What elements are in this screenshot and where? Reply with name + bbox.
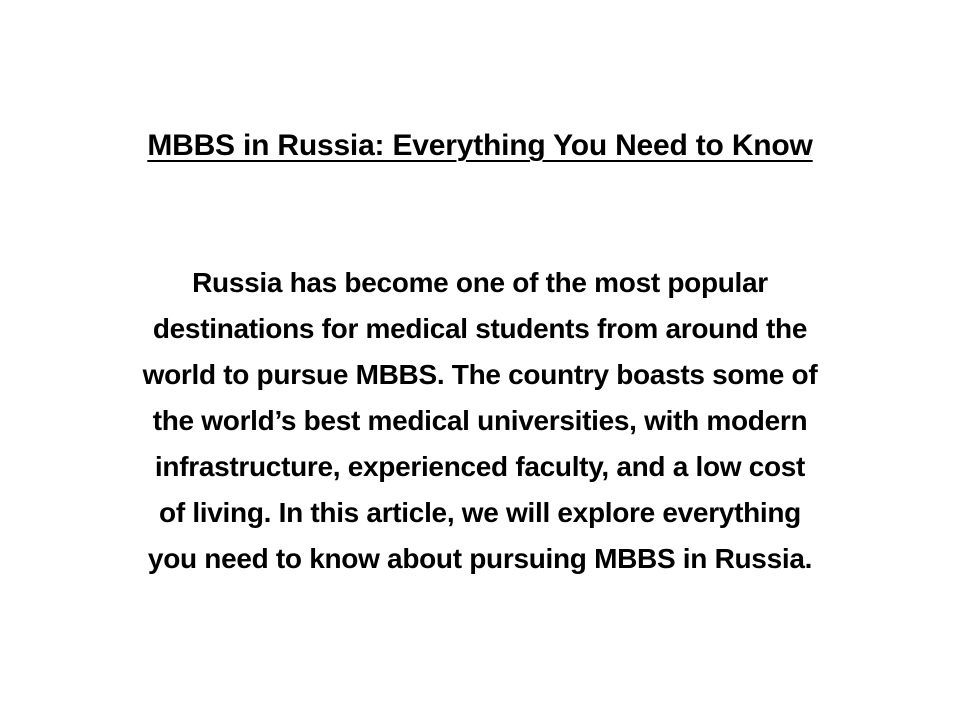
body-line: infrastructure, experienced faculty, and a low cost: [154, 451, 806, 482]
body-line: you need to know about pursuing MBBS in Russia.: [147, 543, 813, 574]
body-line: of living. In this article, we will explore everything: [159, 497, 801, 528]
body-line: the world’s best medical universities, with modern: [152, 405, 808, 436]
body-line: destinations for medical students from around the: [152, 313, 808, 344]
body-line: world to pursue MBBS. The country boasts some of: [142, 359, 818, 390]
slide-body-text: [50, 260, 910, 582]
body-line: Russia has become one of the most popular: [192, 267, 768, 298]
slide-title: MBBS in Russia: Everything You Need to Know: [147, 129, 813, 162]
